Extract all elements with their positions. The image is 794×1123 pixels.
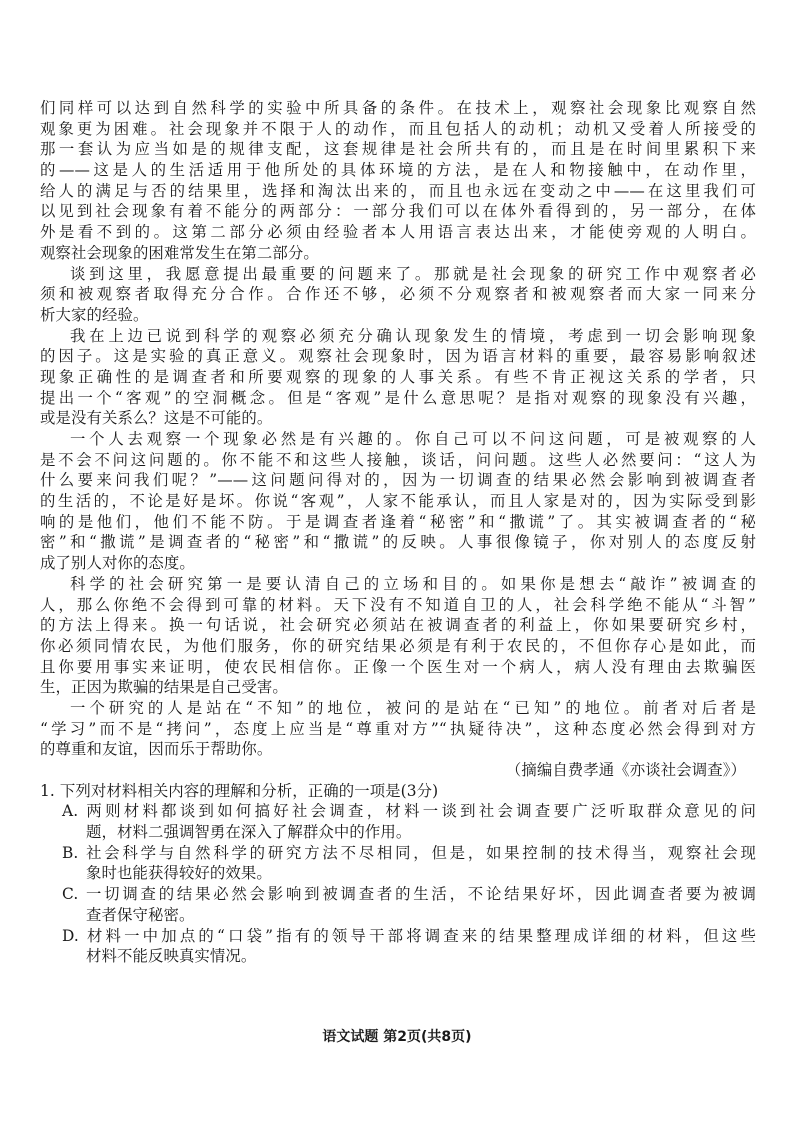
passage-line: 提出一个“客观”的空洞概念。但是“客观”是什么意思呢？是指对观察的现象没有兴趣， [40, 388, 756, 407]
passage-line: 的方法上得来。换一句话说，社会研究必须站在被调查者的利益上，你如果要研究乡村， [40, 616, 756, 635]
passage-line: 观象更为困难。社会现象并不限于人的动作，而且包括人的动机；动机又受着人所接受的 [40, 119, 756, 138]
option-b-line-1: B. 社会科学与自然科学的研究方法不尽相同，但是，如果控制的技术得当，观察社会现 [62, 843, 756, 862]
passage-line: 现象正确性的是调查者和所要观察的现象的人事关系。有些不肯正视这关系的学者，只 [40, 367, 756, 386]
option-a-line-2: 题，材料二强调智勇在深入了解群众中的作用。 [86, 823, 412, 842]
passage-line: 须和被观察者取得充分合作。合作还不够，必须不分观察者和被观察者而大家一同来分 [40, 285, 756, 304]
passage-line: 科学的社会研究第一是要认清自己的立场和目的。如果你是想去“敲诈”被调查的 [70, 574, 756, 593]
passage-line: 什么要来问我们呢？”——这问题问得对的，因为一切调查的结果必然会影响到被调查者 [40, 471, 756, 490]
passage-line: 一个研究的人是站在“不知”的地位，被问的是站在“已知”的地位。前者对后者是 [70, 698, 756, 717]
option-d-line-2: 材料不能反映真实情况。 [86, 947, 257, 966]
option-c-line-2: 查者保守秘密。 [86, 905, 195, 924]
passage [40, 98, 756, 967]
passage-line: 以见到社会现象有着不能分的两部分：一部分我们可以在体外看得到的，另一部分，在体 [40, 202, 756, 221]
passage-line: 给人的满足与否的结果里，选择和淘汰出来的，而且也永远在变动之中——在这里我们可 [40, 181, 756, 200]
passage-line: 的因子。这是实验的真正意义。观察社会现象时，因为语言材料的重要，最容易影响叙述 [40, 347, 756, 366]
passage-line: 一个人去观察一个现象必然是有兴趣的。你自己可以不问这问题，可是被观察的人 [70, 430, 756, 448]
passage-line: 或是没有关系么？这是不可能的。 [40, 409, 273, 428]
passage-line: 那一套认为应当如是的规律支配，这套规律是社会所共有的，而且是在时间里累积下来 [40, 140, 756, 159]
passage-line: 生，正因为欺骗的结果是自己受害。 [40, 678, 288, 697]
passage-line: 观察社会现象的困难常发生在第二部分。 [40, 243, 319, 262]
option-b-line-2: 象时也能获得较好的效果。 [86, 864, 272, 883]
passage-line: 我在上边已说到科学的观察必须充分确认现象发生的情境，考虑到一切会影响现象 [70, 326, 756, 345]
option-a-line-1: A. 两则材料都谈到如何搞好社会调查，材料一谈到社会调查要广泛听取群众意见的问 [62, 802, 756, 821]
passage-line: 且你要用事实来证明，使农民相信你。正像一个医生对一个病人，病人没有理由去欺骗医 [40, 657, 756, 676]
option-d-line-1: D. 材料一中加点的“口袋”指有的领导干部将调查来的结果整理成详细的材料，但这些 [62, 926, 756, 945]
passage-line: 析大家的经验。 [40, 305, 149, 324]
passage-line: 响的是他们，他们不能不防。于是调查者逢着“秘密”和“撒谎”了。其实被调查者的“秘 [40, 512, 756, 531]
passage-line: 人，那么你绝不会得到可靠的材料。天下没有不知道自卫的人，社会科学绝不能从“斗智” [40, 595, 756, 614]
passage-line: 的——这是人的生活适用于他所处的具体环境的方法，是在人和物接触中，在动作里， [40, 161, 756, 180]
passage-line: 你必须同情农民，为他们服务，你的研究结果必须是有利于农民的，不但你存心是如此，而 [40, 636, 756, 655]
passage-line: 的生活的，不论是好是坏。你说“客观”，人家不能承认，而且人家是对的，因为实际受到影 [40, 492, 756, 511]
passage-line: 们同样可以达到自然科学的实验中所具备的条件。在技术上，观察社会现象比观察自然 [40, 99, 756, 117]
passage-line: 谈到这里，我愿意提出最重要的问题来了。那就是社会现象的研究工作中观察者必 [70, 264, 756, 283]
question-stem: 1. 下列对材料相关内容的理解和分析，正确的一项是(3分) [40, 781, 439, 800]
passage-line: “学习”而不是“拷问”，态度上应当是“尊重对方”“执疑待决”，这种态度必然会得到对方 [40, 719, 756, 738]
page-footer: 语文试题 第2页(共8页) [322, 1029, 472, 1045]
passage-line: 成了别人对你的态度。 [40, 554, 195, 573]
passage-line: 密”和“撒谎”是调查者的“秘密”和“撒谎”的反映。人事很像镜子，你对别人的态度反射 [40, 533, 756, 552]
option-c-line-1: C. 一切调查的结果必然会影响到被调查者的生活，不论结果好坏，因此调查者要为被调 [62, 885, 756, 904]
passage-line: 是不会不问这问题的。你不能不和这些人接触，谈话，问问题。这些人必然要问：“这人为 [40, 450, 756, 469]
passage-line: 的尊重和友谊，因而乐于帮助你。 [40, 740, 273, 759]
passage-source: （摘编自费孝通《亦谈社会调查》） [505, 761, 746, 779]
passage-line: 外是看不到的。这第二部分必须由经验者本人用语言表达出来，才能使旁观的人明白。 [40, 223, 756, 242]
